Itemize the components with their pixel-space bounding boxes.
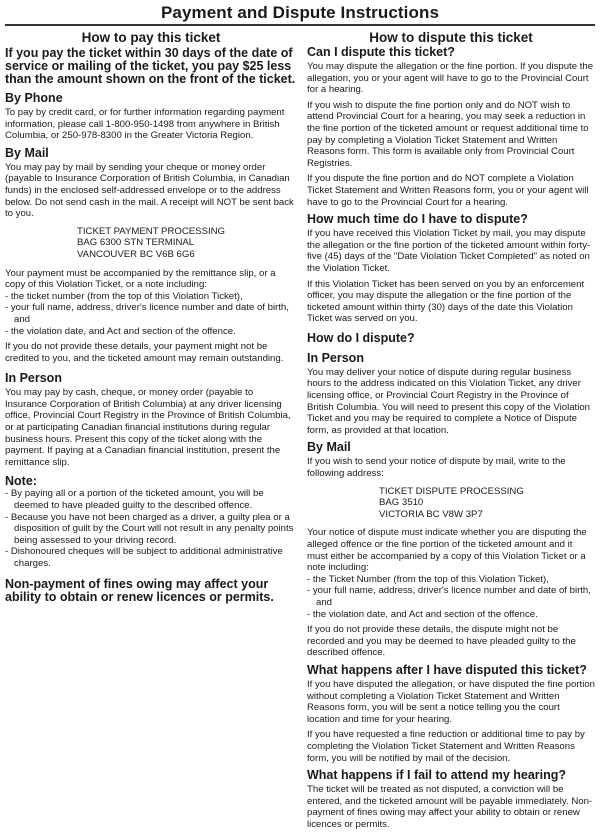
by-phone-heading: By Phone	[5, 91, 63, 105]
page-title: Payment and Dispute Instructions	[160, 3, 440, 22]
can-dispute-heading: Can I dispute this ticket?	[307, 45, 455, 59]
note-list	[5, 488, 297, 569]
dispute-heading: How to dispute this ticket	[369, 30, 533, 45]
time-text: If this Violation Ticket has been served on you by an enforcement officer, you may dispute the allegation or the fine portion of the ticketed amount within thirty (30) days of the date this Violation Ticket was served on you.	[307, 278, 585, 325]
title-divider	[5, 24, 595, 26]
columns	[5, 29, 595, 834]
list-item: - the Ticket Number (from the top of this Violation Ticket),	[307, 574, 595, 586]
by-mail-text: You may pay by mail by sending your cheque or money order (payable to Insurance Corporation of British Columbia, in Canadian funds) in the enclosed self-addressed envelope or to the address below. Do not send cash in the mail. A receipt will NOT be sent back to you.	[5, 161, 294, 220]
address-line: TICKET PAYMENT PROCESSING	[77, 225, 226, 237]
by-mail-heading: By Mail	[5, 145, 49, 160]
in-person-heading: In Person	[307, 350, 364, 365]
list-item: - the violation date, and Act and section of the offence.	[307, 609, 595, 621]
remittance-list	[5, 291, 297, 337]
list-item: - your full name, address, driver's licence number and date of birth, and	[307, 585, 595, 608]
discount-notice: If you pay the ticket within 30 days of the date of service or mailing of the ticket, you pay $25 less than the amount shown on the front of the ticket.	[5, 46, 296, 86]
by-mail-heading: By Mail	[307, 440, 351, 455]
after-dispute-text: If you have disputed the allegation, or have disputed the fine portion without completing a Violation Ticket Statement and Written Reasons form, you will be sent a notice telling you the court location and time for your hearing.	[307, 678, 596, 725]
time-heading: How much time do I have to dispute?	[307, 212, 528, 227]
list-item: - Because you have not been charged as a driver, a guilty plea or a disposition of guilt by the Court will not result in any penalty points being assessed to your driving record.	[5, 512, 297, 547]
non-payment-warning: Non-payment of fines owing may affect your ability to obtain or renew licences or permits.	[5, 576, 274, 605]
in-person-text: You may deliver your notice of dispute during regular business hours to the address indicated on this Violation Ticket, any driver licensing office, or Provincial Court Registry in the Province of British Columbia. You will need to present this copy of the Violation Ticket and you may be required to complete a Notice of Dispute form, as provided at that location.	[307, 366, 591, 436]
dispute-address	[379, 486, 595, 521]
list-item: - Dishonoured cheques will be subject to additional administrative charges.	[5, 546, 297, 569]
how-heading: How do I dispute?	[307, 330, 415, 345]
address-line: VICTORIA BC V8W 3P7	[379, 508, 483, 520]
notice-list	[307, 574, 595, 620]
in-person-heading: In Person	[5, 371, 62, 386]
note-heading: Note:	[5, 474, 37, 489]
dispute-column	[301, 29, 595, 834]
address-line: VANCOUVER BC V6B 6G6	[77, 248, 195, 260]
remittance-warning: If you do not provide these details, your payment might not be credited to you, and the ticketed amount may remain outstanding.	[5, 341, 284, 364]
list-item: - your full name, address, driver's licence number and date of birth, and	[5, 302, 297, 325]
after-dispute-heading: What happens after I have disputed this ticket?	[307, 662, 587, 677]
in-person-text: You may pay by cash, cheque, or money order (payable to Insurance Corporation of British Columbia) at any driver licensing office, Provincial Court Registry in the Province of British Columbia, or at participating Canadian financial institutions during regular business hours. Present this copy of the ticket along with the payment. If paying at a Canadian financial institution, present the remittance slip.	[5, 387, 291, 468]
by-mail-text: If you wish to send your notice of dispute by mail, write to the following address:	[307, 456, 566, 480]
address-line: BAG 6300 STN TERMINAL	[77, 237, 195, 249]
list-item: - the violation date, and Act and section of the offence.	[5, 326, 297, 338]
pay-heading: How to pay this ticket	[81, 30, 221, 45]
fail-attend-heading: What happens if I fail to attend my hearing?	[307, 768, 567, 783]
can-dispute-text: If you wish to dispute the fine portion only and do NOT wish to attend Provincial Court for a hearing, you may seek a reduction in the fine portion of the ticketed amount or request additional time to pay by completing a Violation Ticket Statement and Written Reasons form. This form is available only from Provincial Court Registries.	[307, 99, 589, 169]
can-dispute-text: If you dispute the fine portion and do NOT complete a Violation Ticket Statement and Written Reasons form, you or your agent will have to go to the Provincial Court for a hearing.	[307, 173, 589, 208]
address-line: BAG 3510	[379, 497, 424, 509]
list-item: - the ticket number (from the top of this Violation Ticket),	[5, 291, 297, 303]
notice-warning: If you do not provide these details, the dispute might not be recorded and you may be deemed to have pleaded guilty to the described offence.	[307, 624, 576, 659]
pay-column	[5, 29, 301, 834]
by-phone-text: To pay by credit card, or for further information regarding payment information, please call 1-800-950-1498 from anywhere in British Columbia, or 250-978-8300 in the Greater Victoria Region.	[5, 107, 285, 142]
notice-text: Your notice of dispute must indicate whether you are disputing the alleged offence or the fine portion of the ticketed amount and it must either be accompanied by a copy of this Violation Ticket or a note including:	[307, 527, 587, 574]
time-text: If you have received this Violation Ticket by mail, you may dispute the allegation or the fine portion of the ticketed amount within forty-five (45) days of the "Date Violation Ticket Completed" as noted on the Violation Ticket.	[307, 228, 591, 274]
address-line: TICKET DISPUTE PROCESSING	[379, 485, 524, 497]
remittance-text: Your payment must be accompanied by the remittance slip, or a copy of this Violation Ticket, or a note including:	[5, 267, 276, 291]
list-item: - By paying all or a portion of the ticketed amount, you will be deemed to have pleaded guilty to the described offence.	[5, 488, 297, 511]
payment-address	[77, 226, 297, 261]
can-dispute-text: You may dispute the allegation or the fine portion. If you dispute the allegation, you or your agent will have to go to the Provincial Court for a hearing.	[307, 61, 594, 96]
fail-attend-text: The ticket will be treated as not disputed, a conviction will be entered, and the ticketed amount will be payable immediately. Non-payment of fines owing may affect your ability to obtain or renew licences or permits.	[307, 784, 593, 830]
after-dispute-text: If you have requested a fine reduction or additional time to pay by completing the Violation Ticket Statement and Written Reasons form, you will be notified by mail of the decision.	[307, 729, 585, 764]
